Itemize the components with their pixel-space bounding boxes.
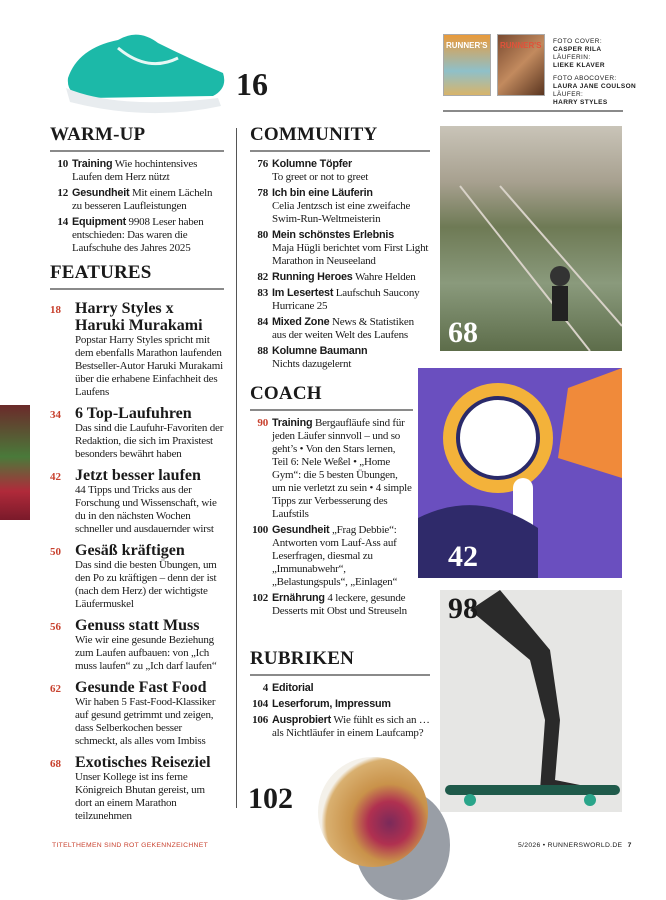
credit-value: LAURA JANE COULSON [553,83,637,90]
footer-issue-text: 5/2026 • RUNNERSWORLD.DE [518,842,623,849]
entry-body [272,345,367,371]
entry-text: 9908 Leser haben entschieden: Das waren die Laufschuhe des Jahres 2025 [72,216,204,254]
warmup-section [50,124,224,258]
running-shoe-image [58,18,228,123]
feature-entry[interactable] [50,467,224,536]
feature-body [75,467,224,536]
entry-kicker: Training [272,417,313,429]
rubriken-section [250,648,430,743]
feature-body [75,300,224,399]
toc-entry[interactable] [250,158,430,184]
community-section [250,124,430,374]
toc-entry[interactable] [250,229,430,268]
entry-text: Wie hochintensives Laufen dem Herz nützt [72,158,198,183]
entry-page-number: 84 [257,316,268,328]
entry-page-number: 80 [257,229,268,241]
entry-text: Mit einem Lächeln zu besseren Laufleistungen [72,187,213,212]
section-heading-features: FEATURES [50,262,224,290]
entry-page-number: 104 [252,698,268,710]
entry-kicker: Gesundheit [272,524,330,536]
granola-bowl-photo[interactable] [318,757,428,867]
feature-page-number: 68 [50,758,61,770]
entry-body [272,417,413,521]
toc-entry[interactable] [250,714,430,740]
section-heading-community: COMMUNITY [250,124,430,152]
entry-page-number: 4 [262,682,268,694]
entry-body [72,158,224,184]
feature-body [75,617,224,673]
feature-text: Wie wir eine gesunde Beziehung zum Laufen aufbauen: von „Ich muss laufen“ zu „Ich darf laufen“ [75,634,217,672]
entry-kicker: Gesundheit [72,187,130,199]
entry-kicker: Mixed Zone [272,316,330,328]
section-heading-rubriken: RUBRIKEN [250,648,430,676]
entry-text: „Frag Debbie“: Antworten vom Lauf-Ass auf Leserfragen, diesmal zu „Immunabwehr“, „Belastungspuls“, „Einlagen“ [272,524,398,588]
entry-kicker: Equipment [72,216,126,228]
entry-kicker: Ausprobiert [272,714,331,726]
credit-label: FOTO COVER: [553,38,603,45]
image-page-number: 42 [448,540,478,573]
toc-entry[interactable] [50,158,224,184]
cover-thumbnail[interactable] [443,34,491,96]
cover-logo: RUNNER'S [446,41,488,50]
entry-text: Maja Hügli berichtet vom First Light Marathon in Neuseeland [272,242,429,267]
feature-text: Das sind die Laufuhr-Favoriten der Redaktion, die sich im Praxistest besonders bewährt haben [75,422,224,460]
feature-body [75,405,224,461]
entry-page-number: 10 [57,158,68,170]
credit-label: LÄUFERIN: [553,54,591,61]
entry-body [272,158,368,184]
feature-text: Popstar Harry Styles spricht mit dem ebenfalls Marathon laufenden Bestseller-Autor Haruki Murakami über die erhabene Einfachheit des Laufens [75,334,223,398]
toc-entry[interactable] [50,187,224,213]
entry-body [272,187,430,226]
footer-note: TITELTHEMEN SIND ROT GEKENNZEICHNET [52,842,209,849]
entry-kicker: Leserforum, Impressum [272,698,391,710]
feature-entry[interactable] [50,679,224,748]
cover-logo: RUNNER'S [500,41,542,50]
feature-body [75,679,224,748]
feature-title: Jetzt besser laufen [75,467,201,484]
photo-credits [553,38,636,107]
entry-page-number: 100 [252,524,268,536]
entry-body [272,271,416,284]
feature-page-number: 42 [50,471,61,483]
entry-body [272,287,430,313]
feature-page-number: 62 [50,683,61,695]
cover-page-number: 16 [236,66,268,102]
toc-entry[interactable] [50,216,224,255]
entry-page-number: 83 [257,287,268,299]
image-page-number: 98 [448,592,478,625]
entry-page-number: 102 [252,592,268,604]
toc-entry[interactable] [250,187,430,226]
section-heading-coach: COACH [250,383,413,411]
toc-entry[interactable] [250,592,413,618]
feature-entry[interactable] [50,542,224,611]
feature-title: Gesunde Fast Food [75,679,207,696]
entry-body [272,698,391,711]
credit-label: FOTO ABOCOVER: [553,75,617,82]
bhutan-bridge-photo[interactable] [440,126,622,351]
feature-entry[interactable] [50,754,224,823]
feature-title: Harry Styles x Haruki Murakami [75,300,203,334]
feature-title: Genuss statt Muss [75,617,200,634]
entry-kicker: Editorial [272,682,314,694]
entry-page-number: 78 [257,187,268,199]
entry-text: Wahre Helden [354,271,416,283]
entry-kicker: Im Lesertest [272,287,334,299]
feature-entry[interactable] [50,617,224,673]
entry-body [72,187,224,213]
feature-page-number: 56 [50,621,61,633]
runner-legs-photo[interactable] [440,590,622,812]
coach-illustration[interactable] [418,368,622,578]
toc-entry[interactable] [250,417,413,521]
entry-page-number: 14 [57,216,68,228]
footer-issue [518,842,632,849]
entry-body [272,316,430,342]
top-rule [443,110,623,112]
entry-body [272,682,313,695]
entry-page-number: 90 [257,417,268,429]
feature-text: 44 Tipps und Tricks aus der Forschung und Wissenschaft, wie du in den nächsten Wochen schneller und ausdauernder wirst [75,484,217,535]
toc-entry[interactable] [250,316,430,342]
entry-kicker: Kolumne Töpfer [272,158,352,170]
entry-body [72,216,224,255]
entry-page-number: 12 [57,187,68,199]
feature-body [75,542,224,611]
image-page-number: 102 [248,782,293,815]
credit-value: HARRY STYLES [553,99,608,106]
feature-text: Wir haben 5 Fast-Food-Klassiker auf gesund getrimmt und zeigen, dass Selberkochen besser schmeckt, als alles vom Imbiss [75,696,216,747]
feature-page-number: 50 [50,546,61,558]
footer-page-number: 7 [627,842,632,849]
entry-kicker: Kolumne Baumann [272,345,368,357]
toc-entry[interactable] [250,345,430,371]
feature-title: Exotisches Reiseziel [75,754,211,771]
entry-text: Wie fühlt es sich an … als Nichtläufer in einem Laufcamp? [272,714,430,739]
section-heading-warmup: WARM-UP [50,124,224,152]
entry-body [272,592,413,618]
entry-text: 4 leckere, gesunde Desserts mit Obst und Streuseln [272,592,407,617]
feature-page-number: 18 [50,304,61,316]
entry-kicker: Training [72,158,113,170]
feature-entry[interactable] [50,300,224,399]
entry-body [272,714,430,740]
credit-value: LIEKE KLAVER [553,62,605,69]
entry-body [272,229,430,268]
entry-page-number: 106 [252,714,268,726]
entry-text: Celia Jentzsch ist eine zweifache Swim-Run-Weltmeisterin [272,200,411,225]
entry-text: Nichts dazugelernt [272,358,352,370]
abo-cover-thumbnail[interactable] [497,34,545,96]
credit-value: CASPER RILA [553,46,602,53]
entry-kicker: Running Heroes [272,271,353,283]
toc-entry[interactable] [250,698,430,711]
entry-kicker: Ernährung [272,592,325,604]
entry-kicker: Mein schönstes Erlebnis [272,229,394,241]
feature-page-number: 34 [50,409,61,421]
entry-text: News & Statistiken aus der weiten Welt des Laufens [272,316,414,341]
toc-entry[interactable] [250,524,413,589]
image-page-number: 68 [448,316,478,349]
credit-label: LÄUFER: [553,91,584,98]
entry-page-number: 82 [257,271,268,283]
entry-text: To greet or not to greet [272,171,369,183]
entry-page-number: 88 [257,345,268,357]
toc-entry[interactable] [250,287,430,313]
entry-kicker: Ich bin eine Läuferin [272,187,373,199]
feature-body [75,754,224,823]
feature-title: 6 Top-Laufuhren [75,405,192,422]
column-divider [236,128,237,808]
toc-entry[interactable] [250,682,430,695]
coach-section [250,383,413,621]
entry-body [272,524,413,589]
entry-text: Laufschuh Saucony Hurricane 25 [272,287,420,312]
features-section [50,262,224,829]
food-image-edge [0,405,30,520]
feature-title: Gesäß kräftigen [75,542,185,559]
feature-text: Unser Kollege ist ins ferne Königreich Bhutan gereist, um dort an einem Marathon teilzunehmen [75,771,205,822]
entry-text: Bergaufläufe sind für jeden Läufer sinnvoll – und so geht’s • Von den Stars lernen, Teil 6: Nele Weßel • „Home Gym“: die 5 besten Übungen, um nie verletzt zu sein • 4 simple Tipps zur Verbesserung des Laufstils [272,417,412,520]
toc-entry[interactable] [250,271,430,284]
feature-entry[interactable] [50,405,224,461]
feature-text: Das sind die besten Übungen, um den Po zu kräftigen – denn der ist (nach dem Herz) der wichtigste Läufermuskel [75,559,217,610]
entry-page-number: 76 [257,158,268,170]
